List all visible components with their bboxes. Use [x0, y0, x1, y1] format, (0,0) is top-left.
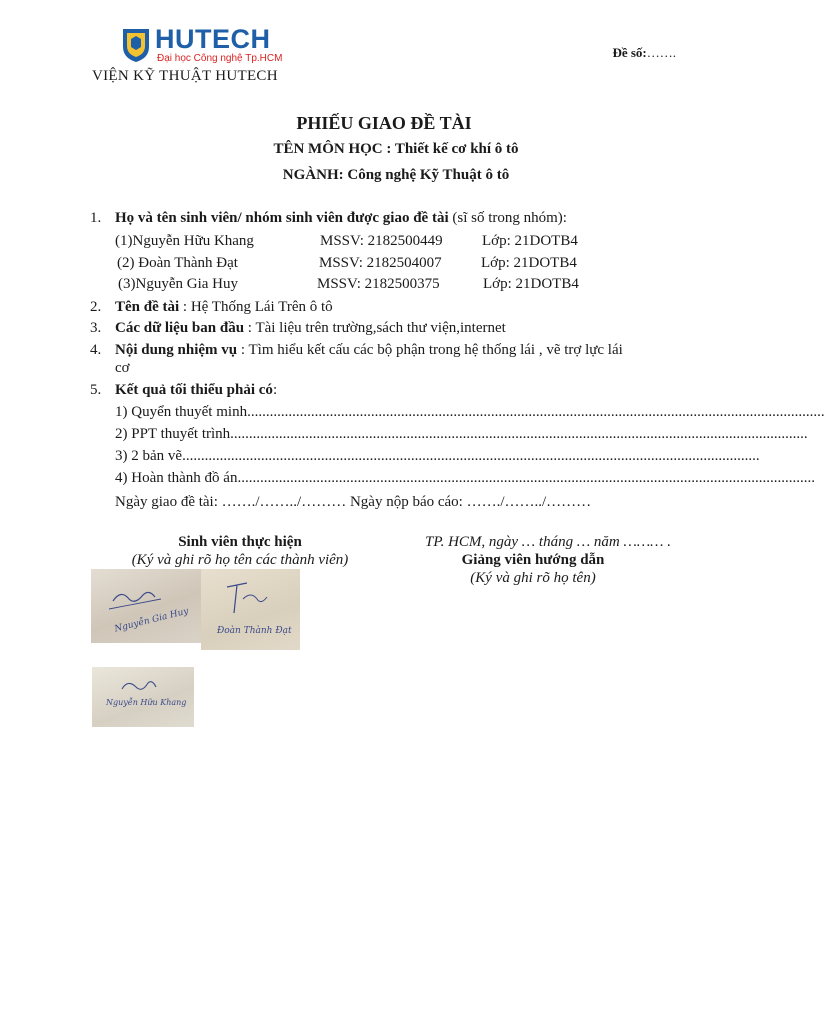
section-3-number: 3.	[90, 320, 102, 336]
section-3-value: : Tài liệu trên trường,sách thư viện,internet	[244, 320, 506, 336]
section-5-label: Kết quả tối thiểu phải có	[115, 382, 273, 398]
result-2	[115, 426, 808, 443]
member-3-mssv: MSSV: 2182500375	[317, 276, 440, 292]
member-3-name: (3)Nguyễn Gia Huy	[118, 276, 238, 292]
institute-name: VIỆN KỸ THUẬT HUTECH	[92, 68, 278, 84]
logo-subtitle: Đại học Công nghệ Tp.HCM	[157, 53, 283, 64]
signature-3-mark	[92, 667, 194, 727]
section-4-value: : Tìm hiểu kết cấu các bộ phận trong hệ thống lái , vẽ trợ lực lái	[237, 342, 623, 358]
result-4-label: 4) Hoàn thành đồ án	[115, 470, 238, 486]
result-1-label: 1) Quyển thuyết minh	[115, 404, 248, 420]
exam-number-label: Đề số:	[612, 45, 647, 60]
hutech-logo	[121, 24, 283, 65]
result-4	[115, 470, 815, 487]
student-sign-note: (Ký và ghi rõ họ tên các thành viên)	[131, 552, 349, 568]
hutech-shield-icon	[121, 27, 151, 63]
lecturer-sign-title: Giảng viên hướng dẫn	[461, 552, 605, 568]
signature-photo-1	[91, 569, 201, 643]
exam-number-value: …….	[646, 45, 676, 60]
place-date: TP. HCM, ngày … tháng … năm ……… .	[425, 534, 671, 550]
result-3	[115, 448, 760, 465]
dates-line: Ngày giao đề tài: ……./……../……… Ngày nộp báo cáo: ……./……../………	[115, 494, 592, 510]
member-1-class: Lớp: 21DOTB4	[482, 233, 578, 249]
result-3-dots: ..........................................................................................................................................................	[182, 448, 760, 464]
section-3-label: Các dữ liệu ban đầu	[115, 320, 245, 336]
signature-3-text: Nguyễn Hữu Khang	[106, 698, 187, 707]
result-1	[115, 404, 825, 421]
result-2-dots: ..........................................................................................................................................................	[230, 426, 808, 442]
section-1-label: Họ và tên sinh viên/ nhóm sinh viên được giao đề tài	[115, 210, 449, 226]
section-1-note: (sĩ số trong nhóm):	[448, 210, 567, 226]
section-1-number: 1.	[90, 210, 102, 226]
page-title: PHIẾU GIAO ĐỀ TÀI	[296, 113, 472, 133]
section-5-colon: :	[272, 382, 278, 398]
member-3-class: Lớp: 21DOTB4	[483, 276, 579, 292]
exam-number	[612, 45, 676, 61]
course-name: TÊN MÔN HỌC : Thiết kế cơ khí ô tô	[273, 141, 519, 157]
section-2-label: Tên đề tài	[115, 299, 180, 315]
signature-photo-3	[92, 667, 194, 727]
result-3-label: 3) 2 bản vẽ	[115, 448, 183, 464]
section-4	[115, 342, 623, 359]
result-4-dots: ..........................................................................................................................................................	[237, 470, 815, 486]
section-5	[115, 382, 277, 399]
section-4-number: 4.	[90, 342, 102, 358]
member-1-mssv: MSSV: 2182500449	[320, 233, 443, 249]
section-2-number: 2.	[90, 299, 102, 315]
student-sign-title: Sinh viên thực hiện	[178, 534, 302, 550]
section-2-value: : Hệ Thống Lái Trên ô tô	[179, 299, 333, 315]
section-2	[115, 299, 333, 316]
section-5-number: 5.	[90, 382, 102, 398]
member-2-name: (2) Đoàn Thành Đạt	[117, 255, 238, 271]
signature-2-text: Đoàn Thành Đạt	[217, 626, 292, 636]
signature-1-mark	[91, 569, 201, 643]
section-3	[115, 320, 506, 337]
signature-1-text: Nguyễn Gia Huy	[113, 606, 190, 635]
section-1	[115, 210, 567, 227]
major-name: NGÀNH: Công nghệ Kỹ Thuật ô tô	[282, 167, 510, 183]
section-4-label: Nội dung nhiệm vụ	[115, 342, 238, 358]
section-4-continuation: cơ	[115, 360, 130, 376]
member-1-name: (1)Nguyễn Hữu Khang	[115, 233, 254, 249]
signature-2-mark	[201, 569, 300, 650]
member-2-mssv: MSSV: 2182504007	[319, 255, 442, 271]
result-1-dots: ..........................................................................................................................................................	[247, 404, 825, 420]
logo-name: HUTECH	[155, 24, 271, 54]
signature-photo-2	[201, 569, 300, 650]
lecturer-sign-note: (Ký và ghi rõ họ tên)	[470, 570, 596, 586]
result-2-label: 2) PPT thuyết trình	[115, 426, 231, 442]
member-2-class: Lớp: 21DOTB4	[481, 255, 577, 271]
